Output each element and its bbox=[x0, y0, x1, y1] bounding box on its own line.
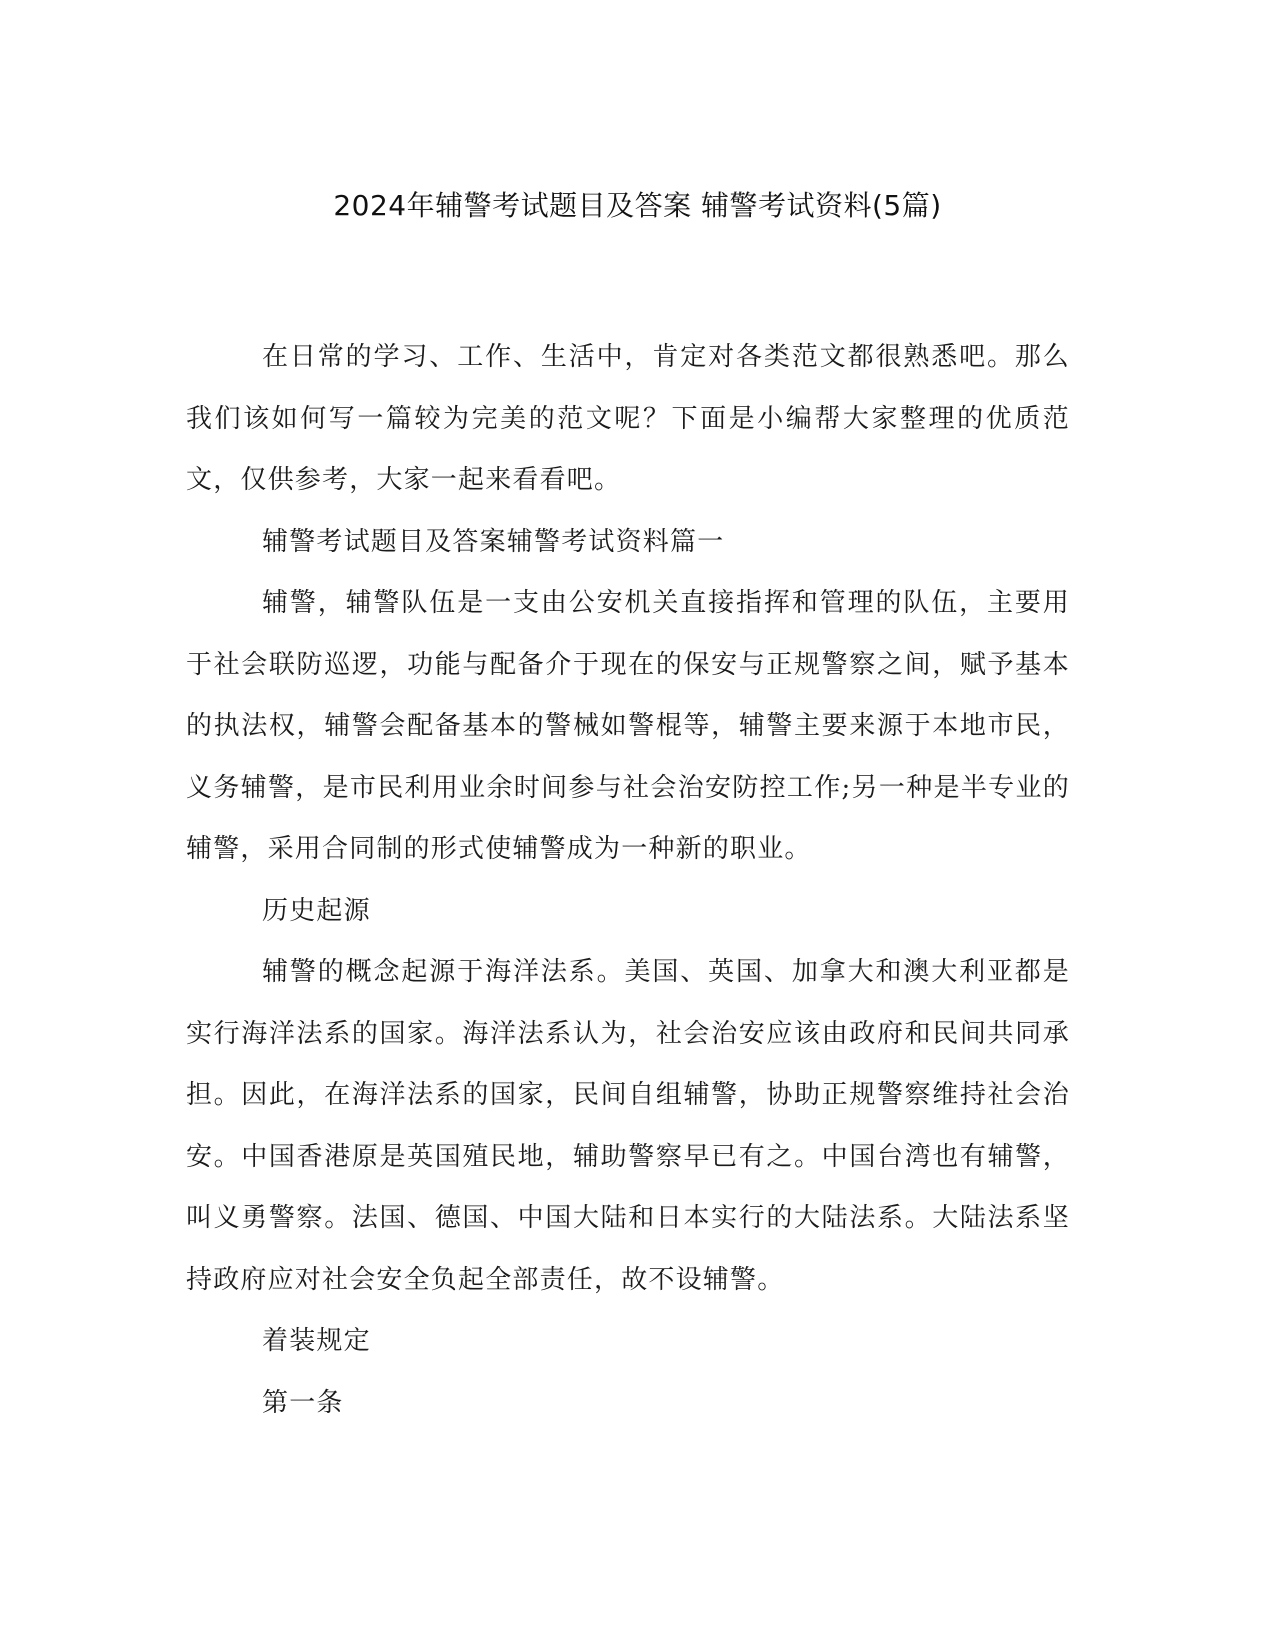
section-heading-dress-code: 着装规定 bbox=[262, 1326, 371, 1356]
section-heading-history: 历史起源 bbox=[262, 895, 371, 926]
article-one-heading: 第一条 bbox=[262, 1387, 344, 1418]
history-paragraph: 辅警的概念起源于海洋法系。美国、英国、加拿大和澳大利亚都是实行海洋法系的国家。海洋法系认为，社会治安应该由政府和民间共同承担。因此，在海洋法系的国家，民间自组辅警，协助正规警察维持社会治安。中国香港原是英国殖民地，辅助警察早已有之。中国台湾也有辅警，叫义勇警察。法国、德国、中国大陆和日本实行的大陆法系。大陆法系坚持政府应对社会安全负起全部责任，故不设辅警。 bbox=[186, 957, 1070, 1295]
intro-paragraph: 在日常的学习、工作、生活中，肯定对各类范文都很熟悉吧。那么我们该如何写一篇较为完美的范文呢？下面是小编帮大家整理的优质范文，仅供参考，大家一起来看看吧。 bbox=[186, 342, 1070, 495]
definition-paragraph: 辅警，辅警队伍是一支由公安机关直接指挥和管理的队伍，主要用于社会联防巡逻，功能与配备介于现在的保安与正规警察之间，赋予基本的执法权，辅警会配备基本的警械如警棍等，辅警主要来源于本地市民，义务辅警，是市民利用业余时间参与社会治安防控工作;另一种是半专业的辅警，采用合同制的形式使辅警成为一种新的职业。 bbox=[186, 588, 1070, 864]
document-body bbox=[186, 327, 1070, 1434]
document-title: 2024年辅警考试题目及答案 辅警考试资料(5篇) bbox=[333, 189, 942, 222]
section-heading-part-one: 辅警考试题目及答案辅警考试资料篇一 bbox=[262, 526, 725, 557]
